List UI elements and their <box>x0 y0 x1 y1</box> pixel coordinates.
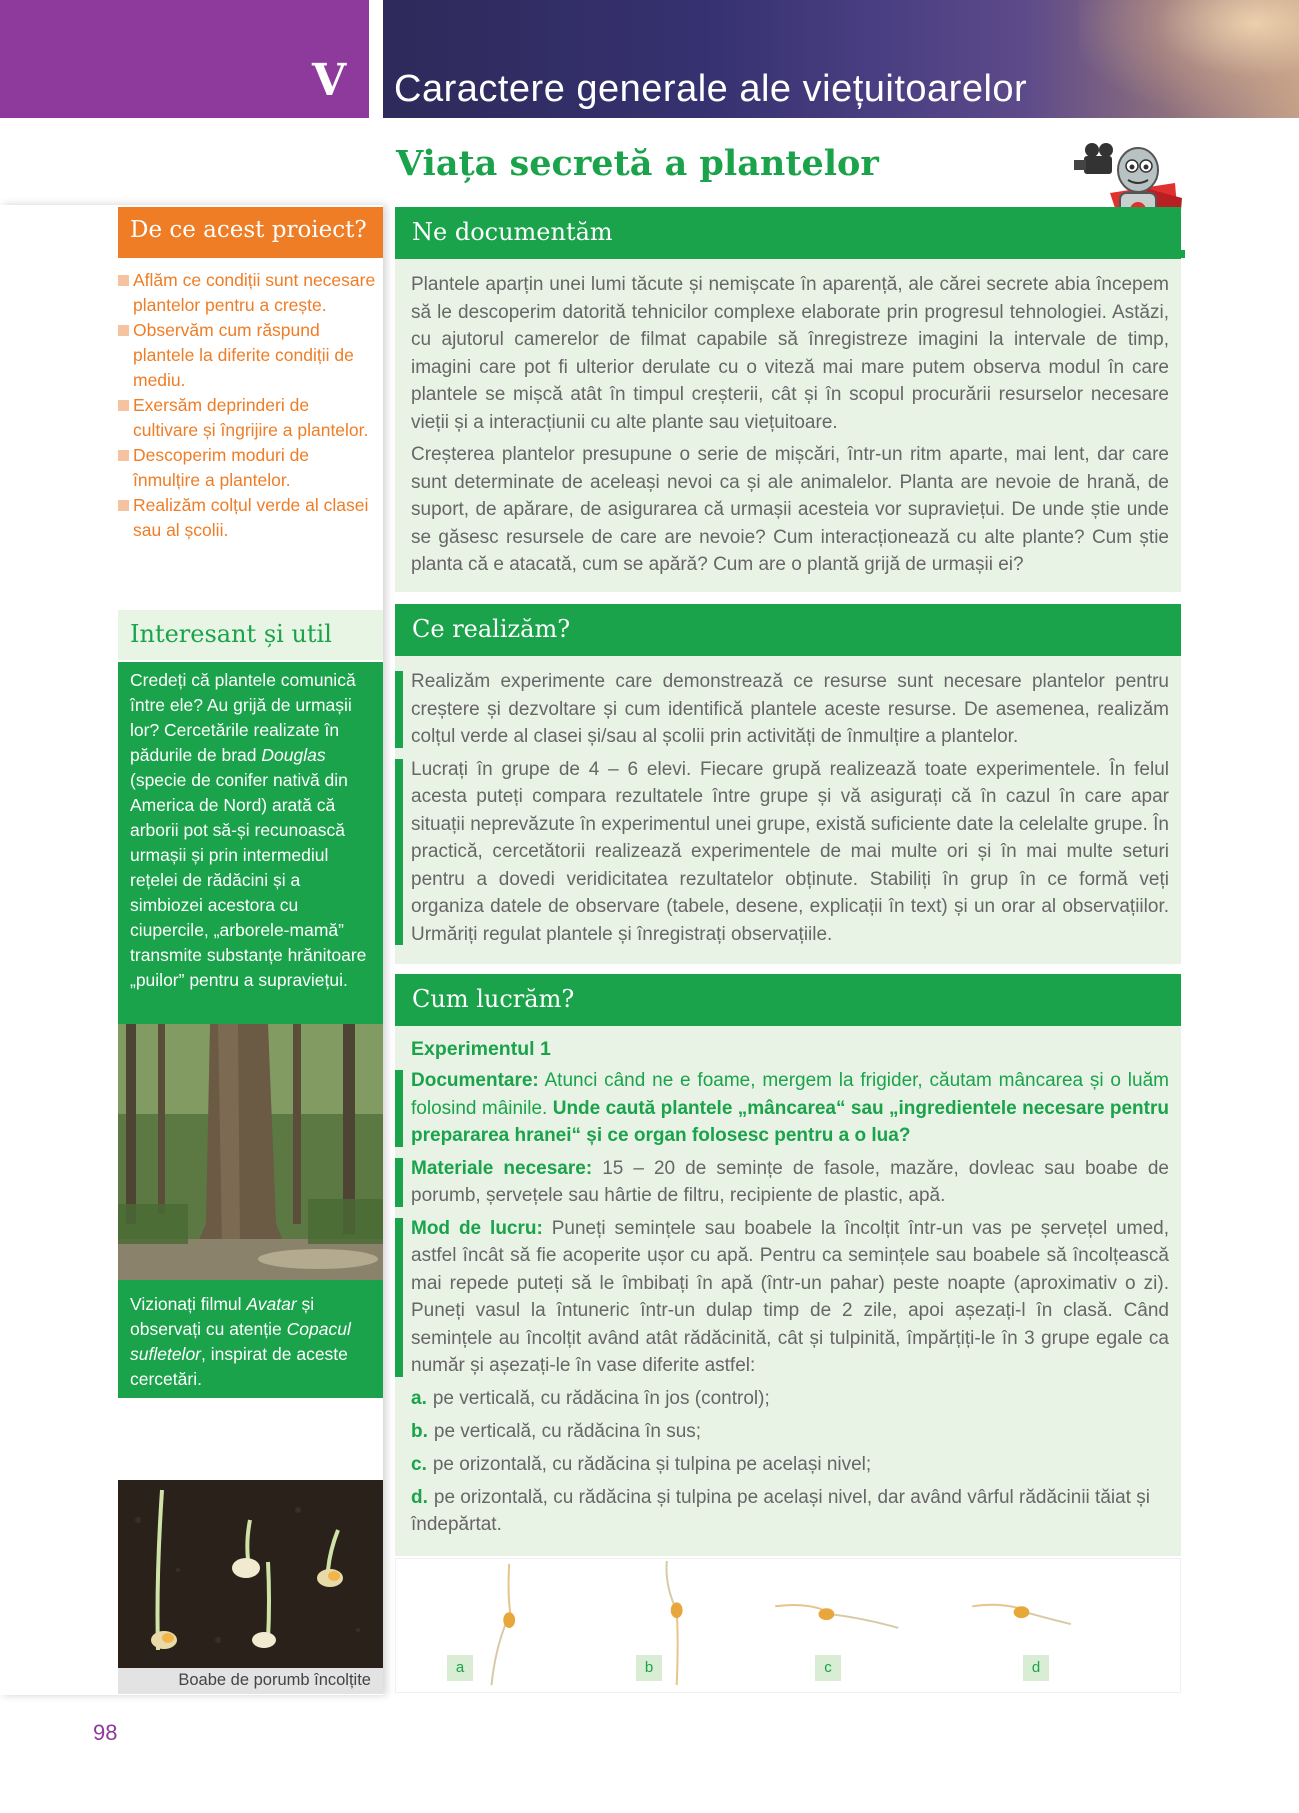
forest-photo <box>118 1024 383 1280</box>
paragraph: Lucrați în grupe de 4 – 6 elevi. Fiecare grupă realizează toate experimentele. În felul acesta puteți compara rezultatele între grupe și vă asigurați că în cazul în care apar situații neprevăzute în experimentul unei grupe, există suficiente date la celelalte grupe. În practică, cercetătorii realizează experimentele de mai multe ori și în mai multe seturi pentru a dovedi veridicitatea rezultatelor obținute. Stabiliți în grup în ce formă veți organiza datele de observare (tabele, desene, explicații în text) și un orar al observațiilor. Urmăriți regulat plantele și înregistrați observațiile. <box>395 756 1169 949</box>
page-title: Viața secretă a plantelor <box>396 143 879 184</box>
section-body-lucram <box>395 1026 1181 1556</box>
list-item: Aflăm ce condiții sunt necesare plantelor pentru a crește. <box>118 268 378 318</box>
list-item: c. pe orizontală, cu rădăcina și tulpina pe același nivel; <box>411 1453 872 1475</box>
avatar-note: Vizionați filmul Avatar și observați cu atenție Copacul sufletelor, inspirat de aceste cercetări. <box>118 1280 383 1398</box>
section-heading-documentam: Ne documentăm <box>395 207 1181 259</box>
seed-label-b: b <box>636 1655 662 1681</box>
paragraph: Materiale necesare: 15 – 20 de semințe de fasole, mazăre, dovleac sau boabe de porumb, șervețele sau hârtie de filtru, recipiente de plastic, apă. <box>395 1155 1169 1210</box>
section-body-documentam <box>395 259 1181 592</box>
list-item: Observăm cum răspund plantele la diferite condiții de mediu. <box>118 318 378 393</box>
section-heading-realizam: Ce realizăm? <box>395 604 1181 656</box>
section-heading-lucram: Cum lucrăm? <box>395 974 1181 1026</box>
list-item: Exersăm deprinderi de cultivare și îngrijire a plantelor. <box>118 393 378 443</box>
list-item: Descoperim moduri de înmulțire a plantelor. <box>118 443 378 493</box>
paragraph: Documentare: Atunci când ne e foame, mergem la frigider, căutam mâncarea și o luăm folosind mâinile. Unde caută plantele „mâncarea“ sau „ingredientele necesare pentru prepararea hranei“ și ce organ folosesc pentru a o lua? <box>395 1067 1169 1150</box>
paragraph: Realizăm experimente care demonstrează ce resurse sunt necesare plantelor pentru creștere și dezvoltare și cum identifică plantele aceste resurse. De asemenea, realizăm colțul verde al clasei și/sau al școlii prin activități de înmulțire a plantelor. <box>395 668 1169 751</box>
list-item: a. pe verticală, cu rădăcina în jos (control); <box>411 1387 770 1409</box>
useful-heading: Interesant și util <box>118 610 383 660</box>
seed-illustrations <box>395 1558 1181 1693</box>
why-list <box>118 268 378 543</box>
paragraph: Creșterea plantelor presupune o serie de mișcări, într-un ritm aparte, mai lent, dar care sunt determinate de aceleași nevoi ca și ale animalelor. Planta are nevoie de hrană, de suport, de apărare, de asigurarea că urmașii acesteia vor supraviețui. De unde știe unde se găsesc resursele de care are nevoie? Cum interacționează cu alte plante? Cum știe planta că e atacată, cum se apără? Cum are o plantă grijă de urmașii ei? <box>411 444 1169 575</box>
seed-label-d: d <box>1023 1655 1049 1681</box>
experiment-title: Experimentul 1 <box>411 1038 551 1060</box>
paragraph: Mod de lucru: Puneți semințele sau boabele la încolțit într-un vas pe șervețel umed, astfel încât să fie acoperite ușor cu apă. Pentru ca semințele sau boabele să încolțească mai repede puteți să le îmbibați în apă (într-un pahar) peste noapte (aproximativ o zi). Puneți vasul la întuneric într-un dulap timp de 2 zile, apoi așezați-l în clasă. Când semințele au încolțit având atât rădăcinită, cât și tulpinită, împărțiți-le în 3 grupe egale ca număr și așezați-le în vase diferite astfel: <box>395 1215 1169 1380</box>
corn-photo-caption: Boabe de porumb încolțite <box>118 1668 383 1694</box>
seed-label-a: a <box>447 1655 473 1681</box>
why-heading: De ce acest proiect? <box>118 207 383 258</box>
corn-sprouts-photo <box>118 1480 383 1668</box>
paragraph: Plantele aparțin unei lumi tăcute și nemișcate în aparență, ale cărei secrete abia începem să le descoperim datorită tehnicilor complexe elaborate prin progresul tehnologiei. Astăzi, cu ajutorul camerelor de filmat capabile să înregistreze imagini la intervale de timp, imagini care pot fi ulterior derulate cu o viteză mai mare putem observa modul în care plantele se mișcă atât în timpul creșterii, cât și în scopul procurării resurselor necesare vieții și a interacțiunii cu alte plante sau viețuitoare. <box>411 274 1169 433</box>
useful-text: Credeți că plantele comunică între ele? Au grijă de urmașii lor? Cercetările realizate în pădurile de brad Douglas (specie de conifer nativă din America de Nord) arată că arborii pot să-și recunoască urmașii și prin intermediul rețelei de rădăcini și a simbiozei acestora cu ciupercile, „arborele-mamă” transmite substanțe hrănitoare „puilor” pentru a supraviețui. <box>118 662 383 1024</box>
list-item: d. pe orizontală, cu rădăcina și tulpina pe același nivel, dar având vârful rădăcinii tăiat și îndepărtat. <box>411 1486 1150 1535</box>
seed-label-c: c <box>815 1655 841 1681</box>
list-item: b. pe verticală, cu rădăcina în sus; <box>411 1420 702 1442</box>
list-item: Realizăm colțul verde al clasei sau al școlii. <box>118 493 378 543</box>
section-body-realizam <box>395 656 1181 964</box>
chapter-number: V <box>312 55 347 106</box>
chapter-title: Caractere generale ale viețuitoarelor <box>394 68 1028 110</box>
page-number: 98 <box>93 1720 118 1745</box>
